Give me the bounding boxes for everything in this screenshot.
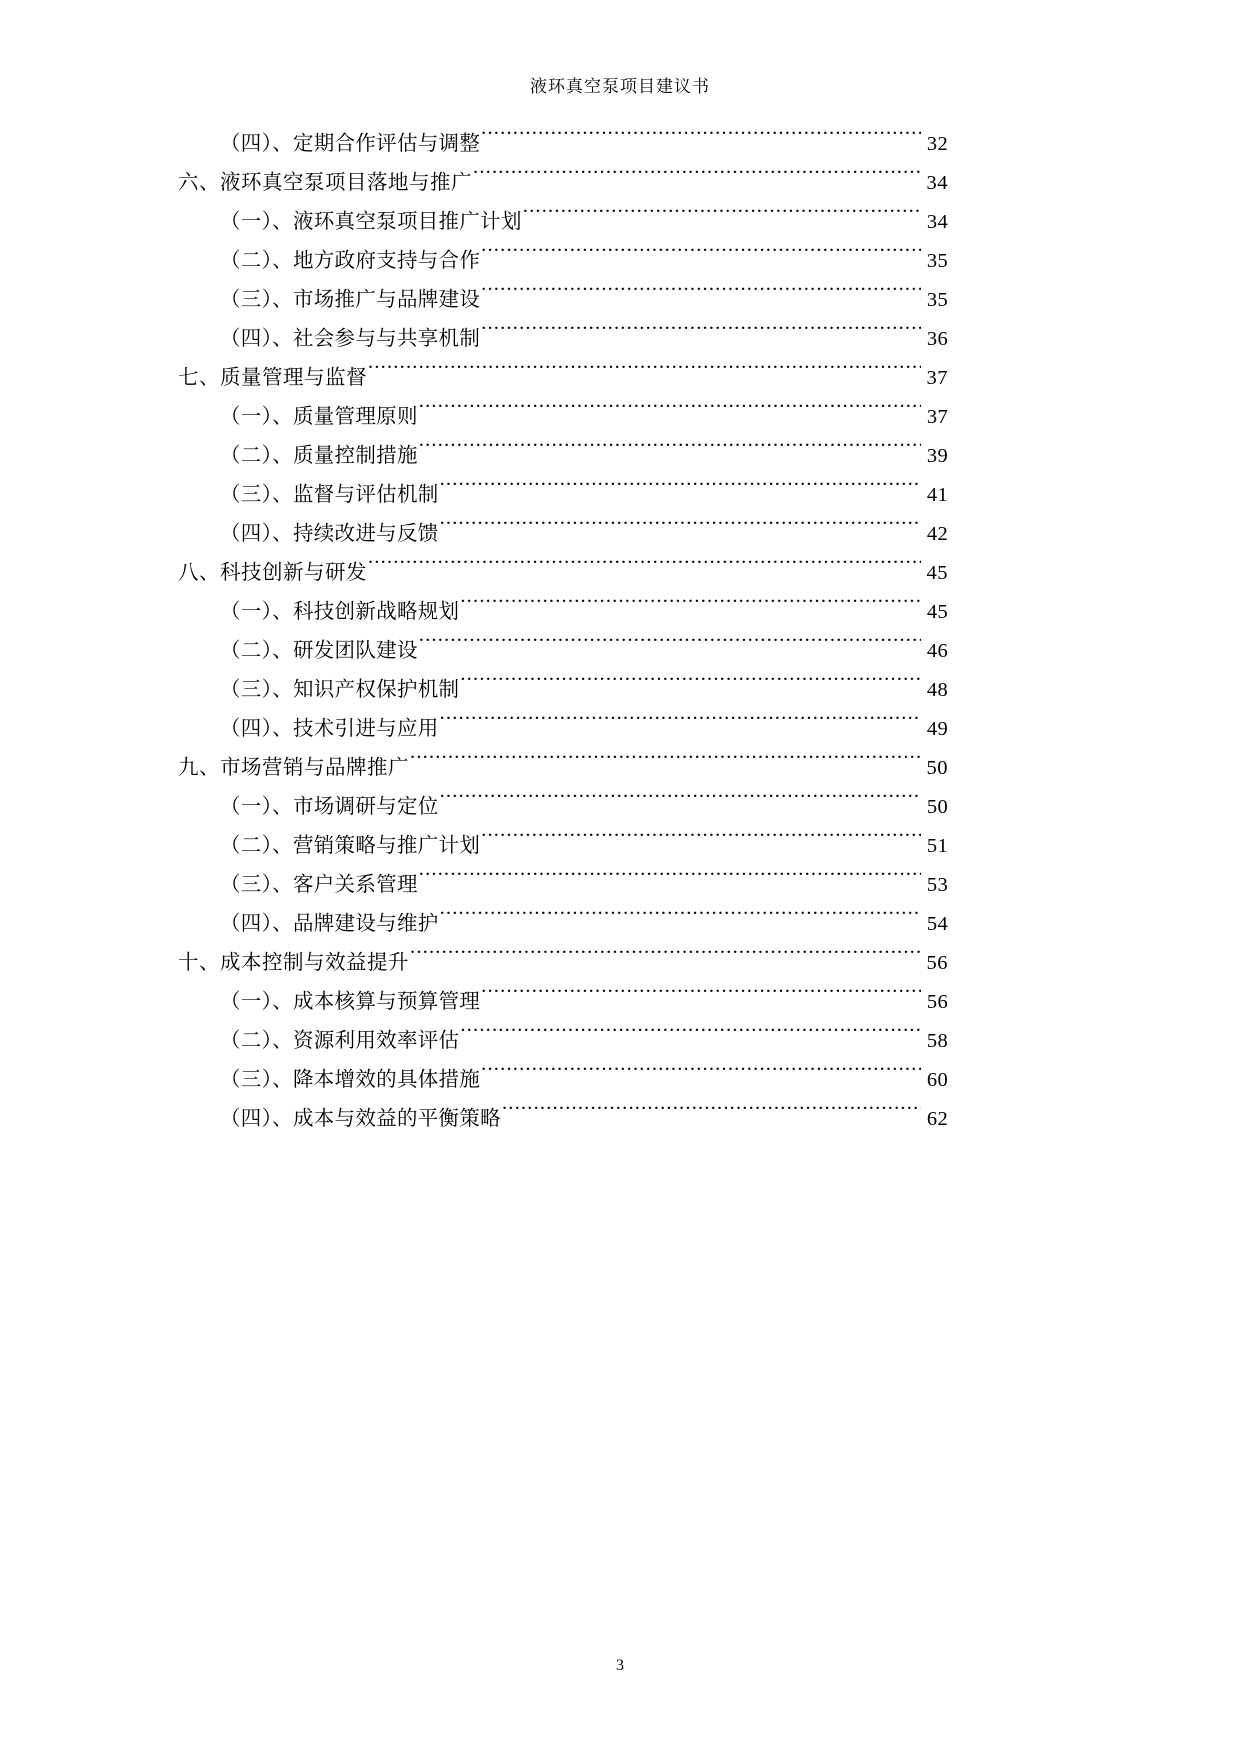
toc-leader-dots — [481, 130, 921, 151]
toc-entry-page: 35 — [926, 250, 948, 272]
toc-leader-dots — [460, 1027, 921, 1048]
toc-entry-label: （二）、营销策略与推广计划 — [220, 835, 481, 857]
toc-entry-label: （三）、客户关系管理 — [220, 874, 418, 896]
toc-leader-dots — [481, 286, 921, 307]
toc-leader-dots — [481, 247, 921, 268]
toc-entry-page: 50 — [926, 757, 948, 779]
toc-entry[interactable] — [178, 593, 948, 632]
toc-entry-page: 60 — [926, 1069, 948, 1091]
toc-entry-label: （一）、液环真空泵项目推广计划 — [220, 211, 522, 233]
toc-entry-page: 54 — [926, 913, 948, 935]
toc-entry-page: 58 — [926, 1030, 948, 1052]
toc-entry[interactable] — [178, 944, 948, 983]
toc-entry[interactable] — [178, 827, 948, 866]
toc-entry-label: （三）、监督与评估机制 — [220, 484, 439, 506]
toc-entry-page: 53 — [926, 874, 948, 896]
toc-entry-label: （四）、品牌建设与维护 — [220, 913, 439, 935]
toc-entry[interactable] — [178, 125, 948, 164]
page-header: 液环真空泵项目建议书 — [530, 77, 710, 96]
toc-entry-page: 35 — [926, 289, 948, 311]
toc-entry[interactable] — [178, 476, 948, 515]
toc-leader-dots — [481, 1066, 921, 1087]
toc-entry-page: 37 — [926, 406, 948, 428]
toc-entry[interactable] — [178, 632, 948, 671]
toc-entry-label: （二）、研发团队建设 — [220, 640, 418, 662]
toc-entry-label: （二）、资源利用效率评估 — [220, 1030, 460, 1052]
toc-entry-label: 九、市场营销与品牌推广 — [178, 757, 409, 779]
toc-entry[interactable] — [178, 242, 948, 281]
toc-entry-label: 十、成本控制与效益提升 — [178, 952, 409, 974]
toc-entry[interactable] — [178, 983, 948, 1022]
toc-entry-page: 51 — [926, 835, 948, 857]
toc-entry[interactable] — [178, 671, 948, 710]
toc-entry-page: 45 — [926, 601, 948, 623]
toc-entry-page: 32 — [926, 133, 948, 155]
toc-leader-dots — [440, 793, 921, 814]
toc-leader-dots — [460, 598, 921, 619]
toc-entry-label: （一）、市场调研与定位 — [220, 796, 439, 818]
toc-leader-dots — [419, 871, 921, 892]
toc-entry-page: 36 — [926, 328, 948, 350]
toc-leader-dots — [440, 715, 921, 736]
toc-entry[interactable] — [178, 437, 948, 476]
toc-entry-label: （三）、市场推广与品牌建设 — [220, 289, 481, 311]
toc-entry-label: （二）、地方政府支持与合作 — [220, 250, 481, 272]
toc-entry-label: （四）、持续改进与反馈 — [220, 523, 439, 545]
toc-entry-page: 37 — [926, 367, 948, 389]
toc-leader-dots — [368, 559, 921, 580]
table-of-contents — [178, 125, 948, 1139]
toc-leader-dots — [419, 442, 921, 463]
toc-entry-page: 46 — [926, 640, 948, 662]
toc-entry[interactable] — [178, 1061, 948, 1100]
toc-entry[interactable] — [178, 164, 948, 203]
toc-leader-dots — [481, 988, 921, 1009]
toc-entry[interactable] — [178, 320, 948, 359]
toc-leader-dots — [473, 169, 921, 190]
toc-leader-dots — [440, 910, 921, 931]
toc-entry[interactable] — [178, 1022, 948, 1061]
toc-leader-dots — [481, 325, 921, 346]
toc-entry-label: （四）、社会参与与共享机制 — [220, 328, 481, 350]
toc-entry-label: （一）、成本核算与预算管理 — [220, 991, 481, 1013]
toc-entry[interactable] — [178, 281, 948, 320]
toc-entry-label: （四）、技术引进与应用 — [220, 718, 439, 740]
toc-entry-page: 42 — [926, 523, 948, 545]
toc-entry[interactable] — [178, 554, 948, 593]
toc-leader-dots — [523, 208, 921, 229]
toc-entry-label: 八、科技创新与研发 — [178, 562, 367, 584]
toc-entry-label: 七、质量管理与监督 — [178, 367, 367, 389]
toc-entry-label: （三）、知识产权保护机制 — [220, 679, 460, 701]
toc-leader-dots — [410, 754, 921, 775]
toc-entry[interactable] — [178, 866, 948, 905]
toc-entry-label: （四）、成本与效益的平衡策略 — [220, 1108, 501, 1130]
toc-leader-dots — [440, 520, 921, 541]
toc-leader-dots — [419, 403, 921, 424]
toc-entry-label: （二）、质量控制措施 — [220, 445, 418, 467]
toc-leader-dots — [410, 949, 921, 970]
toc-entry[interactable] — [178, 788, 948, 827]
toc-entry-page: 34 — [926, 172, 948, 194]
toc-entry-page: 56 — [926, 991, 948, 1013]
toc-entry-label: 六、液环真空泵项目落地与推广 — [178, 172, 472, 194]
toc-entry[interactable] — [178, 710, 948, 749]
toc-entry-page: 41 — [926, 484, 948, 506]
toc-entry[interactable] — [178, 203, 948, 242]
toc-entry-label: （四）、定期合作评估与调整 — [220, 133, 481, 155]
page-number: 3 — [616, 1657, 624, 1674]
toc-entry-label: （一）、质量管理原则 — [220, 406, 418, 428]
toc-entry[interactable] — [178, 905, 948, 944]
toc-leader-dots — [419, 637, 921, 658]
toc-entry-page: 49 — [926, 718, 948, 740]
toc-entry-page: 62 — [926, 1108, 948, 1130]
toc-entry-page: 45 — [926, 562, 948, 584]
toc-leader-dots — [481, 832, 921, 853]
toc-entry[interactable] — [178, 749, 948, 788]
toc-leader-dots — [460, 676, 921, 697]
toc-entry-page: 34 — [926, 211, 948, 233]
toc-entry[interactable] — [178, 1100, 948, 1139]
toc-entry-page: 39 — [926, 445, 948, 467]
toc-entry-label: （一）、科技创新战略规划 — [220, 601, 460, 623]
toc-entry[interactable] — [178, 359, 948, 398]
toc-entry[interactable] — [178, 398, 948, 437]
toc-leader-dots — [502, 1105, 921, 1126]
toc-leader-dots — [440, 481, 921, 502]
toc-entry-page: 50 — [926, 796, 948, 818]
toc-entry-page: 56 — [926, 952, 948, 974]
toc-entry[interactable] — [178, 515, 948, 554]
toc-entry-page: 48 — [926, 679, 948, 701]
toc-entry-label: （三）、降本增效的具体措施 — [220, 1069, 481, 1091]
toc-leader-dots — [368, 364, 921, 385]
